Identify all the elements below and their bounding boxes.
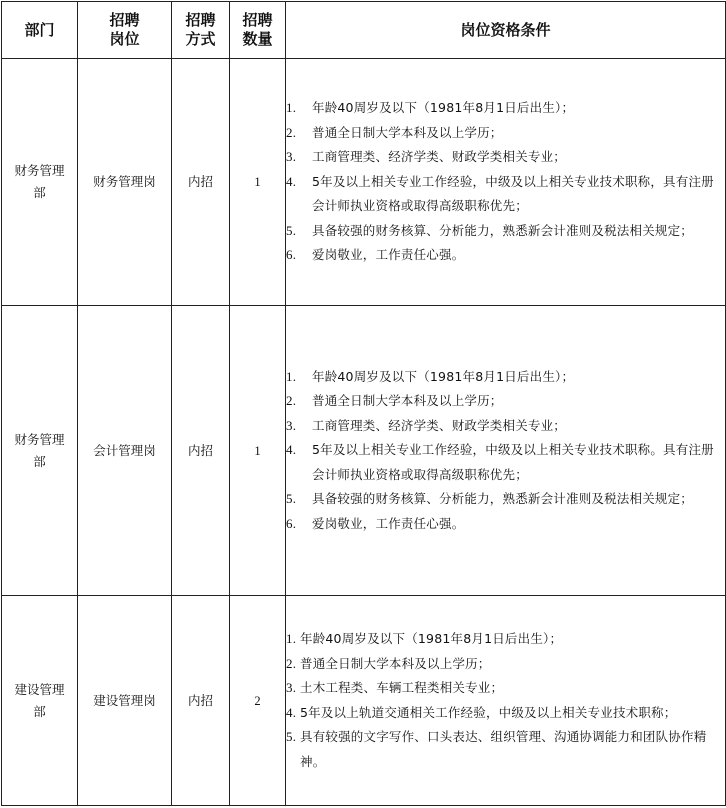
list-item: 2. 普通全日制大学本科及以上学历； bbox=[286, 393, 503, 409]
cell-requirements bbox=[286, 59, 726, 306]
list-item: 3. 工商管理类、经济学类、财政学类相关专业； bbox=[286, 149, 567, 165]
cell-department: 建设管理部 bbox=[2, 596, 78, 806]
cell-position: 建设管理岗 bbox=[78, 596, 172, 806]
requirements-list bbox=[286, 96, 725, 268]
table-row bbox=[2, 59, 726, 306]
cell-method: 内招 bbox=[172, 306, 230, 596]
cell-method: 内招 bbox=[172, 59, 230, 306]
list-item: 6. 爱岗敬业，工作责任心强。 bbox=[286, 515, 465, 531]
requirements-list bbox=[286, 365, 725, 537]
cell-quantity: 1 bbox=[230, 306, 286, 596]
list-item: 5. 具备较强的财务核算、分析能力，熟悉新会计准则及税法相关规定； bbox=[286, 222, 694, 238]
header-department: 部门 bbox=[2, 2, 78, 59]
list-item: 1. 年龄40周岁及以下（1981年8月1日后出生）； bbox=[286, 100, 575, 116]
list-item: 4. 5年及以上相关专业工作经验，中级及以上相关专业技术职称。具有注册会计师执业资格或取得高级职称优先； bbox=[286, 442, 714, 482]
recruitment-table bbox=[1, 1, 726, 806]
cell-method: 内招 bbox=[172, 596, 230, 806]
header-quantity: 招聘数量 bbox=[230, 2, 286, 59]
header-position: 招聘岗位 bbox=[78, 2, 172, 59]
cell-department: 财务管理部 bbox=[2, 306, 78, 596]
list-item: 4. 5年及以上相关专业工作经验，中级及以上相关专业技术职称，具有注册会计师执业资格或取得高级职称优先； bbox=[286, 173, 714, 214]
header-row bbox=[2, 2, 726, 59]
table-row bbox=[2, 596, 726, 806]
list-item: 2. 普通全日制大学本科及以上学历； bbox=[286, 655, 491, 671]
cell-quantity: 2 bbox=[230, 596, 286, 806]
cell-quantity: 1 bbox=[230, 59, 286, 306]
list-item: 6. 爱岗敬业，工作责任心强。 bbox=[286, 247, 465, 263]
list-item: 1. 年龄40周岁及以下（1981年8月1日后出生）； bbox=[286, 368, 575, 384]
table-row bbox=[2, 306, 726, 596]
list-item: 4. 5年及以上轨道交通相关工作经验，中级及以上相关专业技术职称； bbox=[286, 704, 677, 720]
cell-position: 财务管理岗 bbox=[78, 59, 172, 306]
cell-department: 财务管理部 bbox=[2, 59, 78, 306]
list-item: 5. 具有较强的文字写作、口头表达、组织管理、沟通协调能力和团队协作精神。 bbox=[286, 729, 707, 769]
cell-position: 会计管理岗 bbox=[78, 306, 172, 596]
list-item: 2. 普通全日制大学本科及以上学历； bbox=[286, 124, 503, 140]
cell-requirements bbox=[286, 596, 726, 806]
cell-requirements bbox=[286, 306, 726, 596]
list-item: 3. 土木工程类、车辆工程类相关专业； bbox=[286, 680, 504, 695]
list-item: 3. 工商管理类、经济学类、财政学类相关专业； bbox=[286, 417, 567, 433]
requirements-list bbox=[286, 627, 725, 774]
header-requirements: 岗位资格条件 bbox=[286, 2, 726, 59]
list-item: 5. 具备较强的财务核算、分析能力，熟悉新会计准则及税法相关规定； bbox=[286, 491, 694, 507]
list-item: 1. 年龄40周岁及以下（1981年8月1日后出生）； bbox=[286, 631, 563, 646]
header-method: 招聘方式 bbox=[172, 2, 230, 59]
